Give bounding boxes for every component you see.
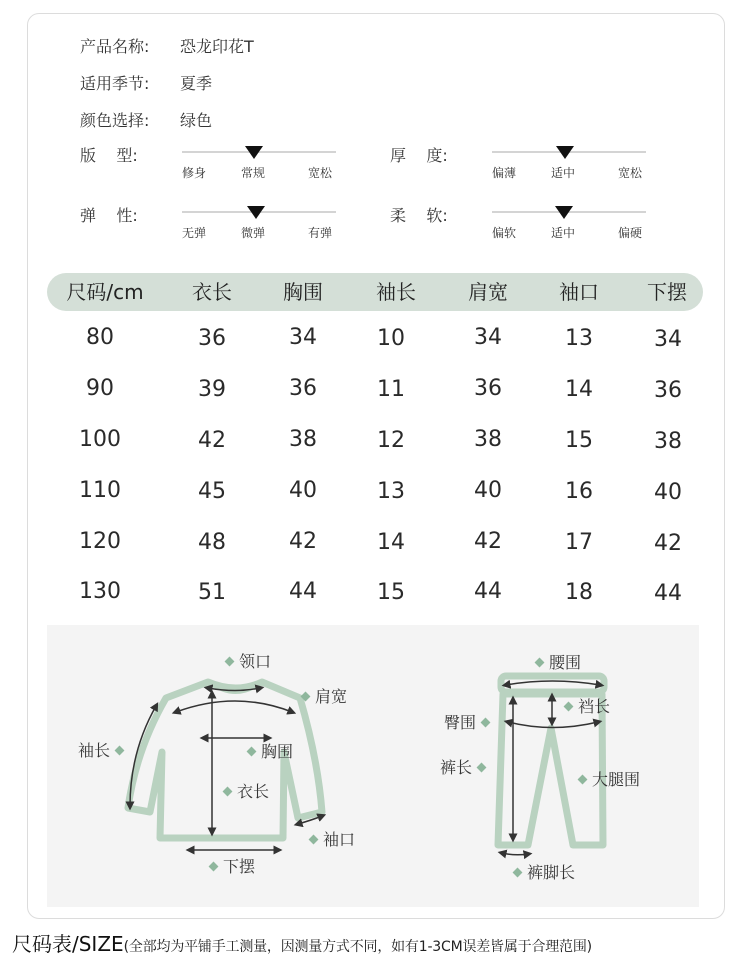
fit-label: 版 型: [80,146,138,165]
label-shoulder: 肩宽 [296,684,347,707]
cell-cuff: 13 [565,326,593,351]
cell-hem: 40 [654,480,682,505]
cell-sleeve: 10 [377,326,405,351]
diamond-icon [513,868,523,878]
cell-length: 51 [198,580,226,605]
fit-tick-1: 修身 [182,166,207,180]
label-waist: 腰围 [530,650,581,673]
label-leg-opening: 裤脚长 [508,860,575,883]
cell-cuff: 16 [565,479,593,504]
diamond-icon [309,835,319,845]
diamond-icon [209,862,219,872]
cell-length: 36 [198,326,226,351]
cell-hem: 36 [654,378,682,403]
cell-cuff: 18 [565,580,593,605]
cell-sleeve: 15 [377,580,405,605]
cell-size: 110 [79,478,121,503]
label-sleeve: 袖长 [78,738,129,761]
product-name-label: 产品名称: [80,37,150,56]
fit-tick-2: 常规 [241,166,266,180]
header-shoulder: 肩宽 [468,280,508,304]
diamond-icon [247,747,257,757]
label-pant-length: 裤长 [440,755,491,778]
cell-sleeve: 14 [377,530,405,555]
thickness-label: 厚 度: [390,146,448,165]
cell-chest: 42 [289,529,317,554]
label-thigh: 大腿围 [573,767,640,790]
cell-shoulder: 38 [474,427,502,452]
season-value: 夏季 [180,74,213,93]
label-cuff: 袖口 [304,827,355,850]
color-label: 颜色选择: [80,111,150,130]
cell-length: 48 [198,530,226,555]
cell-size: 120 [79,529,121,554]
cell-cuff: 15 [565,428,593,453]
diamond-icon [535,658,545,668]
cell-shoulder: 34 [474,325,502,350]
cell-length: 45 [198,479,226,504]
cell-chest: 44 [289,579,317,604]
cell-chest: 36 [289,376,317,401]
label-hem: 下摆 [204,854,255,877]
fit-tick-3: 宽松 [308,166,333,180]
label-collar: 领口 [220,649,271,672]
softness-tick-3: 偏硬 [618,226,643,240]
cell-sleeve: 12 [377,428,405,453]
label-hip: 臀围 [444,710,495,733]
product-name-value: 恐龙印花T [180,37,254,56]
footer-title: 尺码表/SIZE [12,932,124,956]
cell-hem: 34 [654,327,682,352]
cell-sleeve: 11 [377,377,405,402]
color-value: 绿色 [180,111,213,130]
season-label: 适用季节: [80,74,150,93]
header-size: 尺码/cm [66,280,144,304]
header-cuff: 袖口 [559,280,599,304]
softness-tick-1: 偏软 [492,226,517,240]
diamond-icon [223,787,233,797]
cell-chest: 34 [289,325,317,350]
cell-size: 80 [86,325,114,350]
cell-length: 39 [198,377,226,402]
thickness-tick-3: 宽松 [618,166,643,180]
label-crotch: 裆长 [559,694,610,717]
elasticity-tick-1: 无弹 [182,226,207,240]
thickness-tick-1: 偏薄 [492,166,517,180]
cell-hem: 38 [654,429,682,454]
header-sleeve: 袖长 [376,280,416,304]
cell-size: 130 [79,579,121,604]
cell-shoulder: 36 [474,376,502,401]
cell-cuff: 17 [565,530,593,555]
diamond-icon [564,702,574,712]
cell-chest: 38 [289,427,317,452]
diamond-icon [477,763,487,773]
cell-shoulder: 40 [474,478,502,503]
elasticity-tick-3: 有弹 [308,226,333,240]
diamond-icon [115,746,125,756]
diamond-icon [481,718,491,728]
footer-note: (全部均为平铺手工测量，因测量方式不同，如有1-3CM误差皆属于合理范围) [123,939,592,955]
cell-hem: 44 [654,581,682,606]
label-length: 衣长 [218,779,269,802]
header-chest: 胸围 [283,280,323,304]
label-chest: 胸围 [242,739,293,762]
cell-shoulder: 44 [474,579,502,604]
elasticity-tick-2: 微弹 [241,226,266,240]
diamond-icon [225,657,235,667]
softness-label: 柔 软: [390,206,448,225]
elasticity-label: 弹 性: [80,206,138,225]
cell-length: 42 [198,428,226,453]
cell-shoulder: 42 [474,529,502,554]
diamond-icon [301,692,311,702]
cell-size: 90 [86,376,114,401]
thickness-tick-2: 适中 [551,166,576,180]
cell-hem: 42 [654,531,682,556]
diamond-icon [578,775,588,785]
cell-chest: 40 [289,478,317,503]
header-hem: 下摆 [647,280,687,304]
cell-size: 100 [79,427,121,452]
cell-sleeve: 13 [377,479,405,504]
header-length: 衣长 [192,280,232,304]
softness-tick-2: 适中 [551,226,576,240]
cell-cuff: 14 [565,377,593,402]
size-chart-footer [12,928,592,957]
